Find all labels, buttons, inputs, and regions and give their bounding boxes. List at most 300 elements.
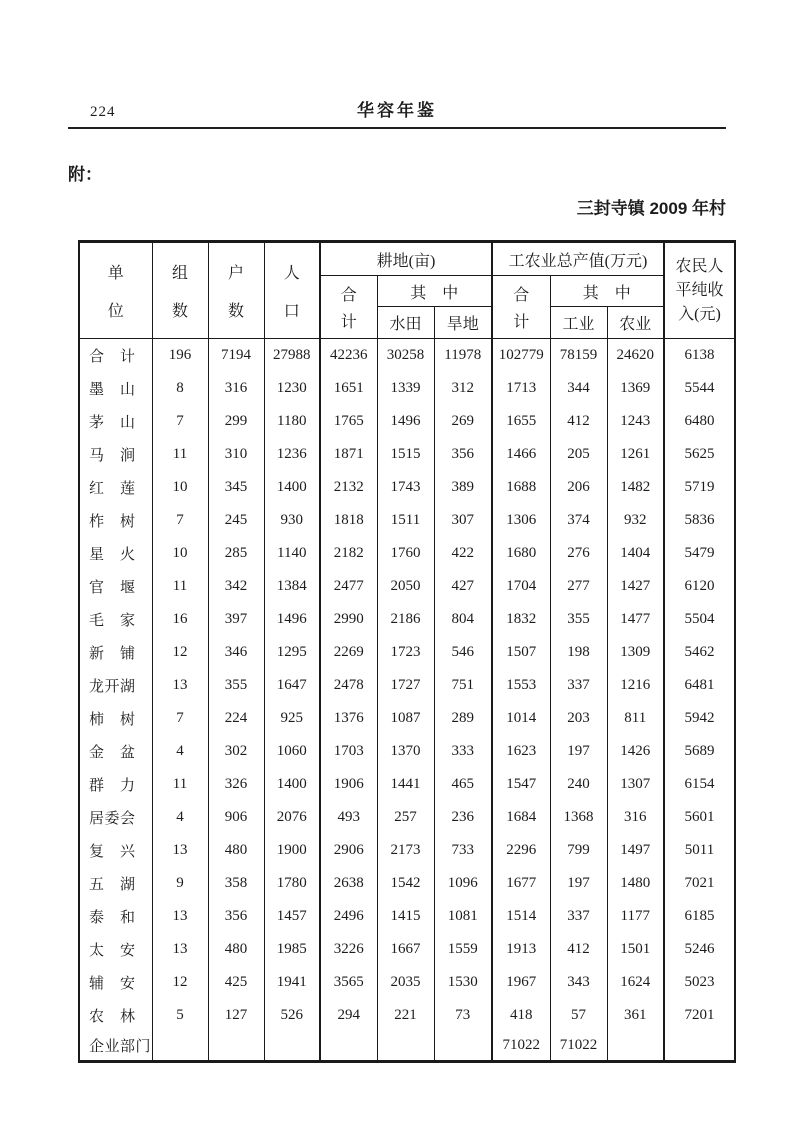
data-cell: 344 [550,372,607,405]
data-cell: 1501 [607,933,664,966]
table-row [79,834,735,867]
data-cell: 2132 [320,471,377,504]
data-cell: 358 [208,867,264,900]
table-row [79,603,735,636]
data-cell: 127 [208,999,264,1032]
data-cell: 205 [550,438,607,471]
data-cell: 1180 [264,405,320,438]
data-cell: 1780 [264,867,320,900]
data-cell: 4 [152,801,208,834]
data-cell: 30258 [377,339,434,372]
data-cell: 4 [152,735,208,768]
data-cell: 307 [434,504,492,537]
data-cell: 5011 [664,834,735,867]
data-cell: 5504 [664,603,735,636]
row-name-cell: 柿 树 [79,702,152,735]
book-title: 华容年鉴 [357,101,437,120]
data-cell [664,1032,735,1062]
data-cell: 1496 [377,405,434,438]
data-cell: 5836 [664,504,735,537]
data-cell: 277 [550,570,607,603]
col-header-households-line: 数 [227,302,244,320]
data-cell: 1765 [320,405,377,438]
data-cell: 7194 [208,339,264,372]
data-cell: 1497 [607,834,664,867]
data-cell: 1941 [264,966,320,999]
data-cell [377,1032,434,1062]
data-cell: 811 [607,702,664,735]
data-cell: 1514 [492,900,550,933]
col-header-farmland-among: 其 中 [377,276,492,307]
data-cell: 1480 [607,867,664,900]
data-cell: 1415 [377,900,434,933]
col-header-households-line: 户 [227,265,244,283]
row-name-cell: 星 火 [79,537,152,570]
data-cell: 5479 [664,537,735,570]
data-cell: 1306 [492,504,550,537]
data-cell [434,1032,492,1062]
col-header-households [208,242,264,339]
data-cell: 343 [550,966,607,999]
table-row [79,768,735,801]
data-cell: 299 [208,405,264,438]
data-cell: 302 [208,735,264,768]
data-cell: 1818 [320,504,377,537]
table-row [79,900,735,933]
col-header-farmland-total-line: 合 [340,287,357,304]
col-header-agriculture: 农业 [607,307,664,339]
data-cell: 2638 [320,867,377,900]
data-cell: 257 [377,801,434,834]
data-cell: 425 [208,966,264,999]
data-cell: 1515 [377,438,434,471]
table-row [79,339,735,372]
col-header-income [664,242,735,339]
data-cell: 337 [550,669,607,702]
table-row [79,966,735,999]
data-cell: 1677 [492,867,550,900]
data-cell: 5625 [664,438,735,471]
data-cell: 2477 [320,570,377,603]
row-name-cell: 马 涧 [79,438,152,471]
row-name-cell: 官 堰 [79,570,152,603]
data-cell: 2173 [377,834,434,867]
data-cell: 374 [550,504,607,537]
data-cell: 2906 [320,834,377,867]
data-cell: 2050 [377,570,434,603]
table-row [79,1032,735,1062]
data-cell: 196 [152,339,208,372]
data-cell: 5 [152,999,208,1032]
row-name-cell: 龙开湖 [79,669,152,702]
table-row [79,933,735,966]
data-cell: 1832 [492,603,550,636]
data-cell: 312 [434,372,492,405]
data-cell: 1466 [492,438,550,471]
data-cell [152,1032,208,1062]
data-cell: 526 [264,999,320,1032]
data-cell: 203 [550,702,607,735]
data-cell: 13 [152,834,208,867]
data-cell: 1530 [434,966,492,999]
data-cell: 906 [208,801,264,834]
data-cell: 1295 [264,636,320,669]
col-header-paddy: 水田 [377,307,434,339]
data-cell: 8 [152,372,208,405]
table-row [79,372,735,405]
header-row-1 [79,242,735,276]
data-cell: 1081 [434,900,492,933]
table-row [79,669,735,702]
row-name-cell: 居委会 [79,801,152,834]
table-row [79,537,735,570]
running-head [68,96,726,129]
data-cell: 5462 [664,636,735,669]
table-row [79,504,735,537]
data-cell: 1727 [377,669,434,702]
data-cell: 2076 [264,801,320,834]
data-cell: 1369 [607,372,664,405]
table-row [79,999,735,1032]
data-cell: 5689 [664,735,735,768]
data-cell: 102779 [492,339,550,372]
data-cell [208,1032,264,1062]
data-cell: 6481 [664,669,735,702]
data-cell: 9 [152,867,208,900]
row-name-cell: 农 林 [79,999,152,1032]
data-cell: 1553 [492,669,550,702]
data-cell: 1243 [607,405,664,438]
data-cell: 412 [550,933,607,966]
data-cell: 1507 [492,636,550,669]
data-cell: 11978 [434,339,492,372]
data-cell: 5719 [664,471,735,504]
data-cell: 57 [550,999,607,1032]
row-name-cell: 辅 安 [79,966,152,999]
data-cell: 346 [208,636,264,669]
data-cell: 1482 [607,471,664,504]
row-name-cell: 复 兴 [79,834,152,867]
data-cell: 13 [152,900,208,933]
data-cell: 333 [434,735,492,768]
data-cell: 3226 [320,933,377,966]
table-caption: 三封寺镇 2009 年村 [576,199,726,218]
data-cell: 206 [550,471,607,504]
data-cell: 78159 [550,339,607,372]
table-row [79,636,735,669]
data-cell: 2035 [377,966,434,999]
col-header-unit-line: 单 [107,265,124,283]
data-cell: 925 [264,702,320,735]
data-cell: 1400 [264,471,320,504]
data-cell: 1760 [377,537,434,570]
data-cell: 356 [208,900,264,933]
data-cell: 289 [434,702,492,735]
data-cell: 5601 [664,801,735,834]
data-cell: 422 [434,537,492,570]
data-cell: 245 [208,504,264,537]
data-cell: 1651 [320,372,377,405]
data-cell: 2182 [320,537,377,570]
data-cell: 1913 [492,933,550,966]
col-header-farmland-total [320,276,377,339]
data-cell: 13 [152,669,208,702]
data-cell: 224 [208,702,264,735]
data-cell: 1680 [492,537,550,570]
data-cell: 285 [208,537,264,570]
col-header-industry: 工业 [550,307,607,339]
data-cell: 2296 [492,834,550,867]
data-cell: 269 [434,405,492,438]
data-cell [320,1032,377,1062]
col-header-farmland-group: 耕地(亩) [320,242,492,276]
data-cell: 1140 [264,537,320,570]
data-cell: 427 [434,570,492,603]
row-name-cell: 企业部门 [79,1032,152,1062]
row-name-cell: 五 湖 [79,867,152,900]
data-cell: 2269 [320,636,377,669]
table-row [79,570,735,603]
data-cell: 1871 [320,438,377,471]
data-cell: 493 [320,801,377,834]
data-cell: 11 [152,768,208,801]
data-cell: 1014 [492,702,550,735]
data-cell: 932 [607,504,664,537]
data-cell: 12 [152,636,208,669]
table-row [79,867,735,900]
data-cell: 1496 [264,603,320,636]
data-cell: 345 [208,471,264,504]
data-cell: 6154 [664,768,735,801]
data-cell: 5023 [664,966,735,999]
data-cell: 355 [208,669,264,702]
data-cell: 7021 [664,867,735,900]
col-header-population-line: 人 [283,265,300,283]
data-cell: 1177 [607,900,664,933]
col-header-income-line: 农民人 [675,257,724,275]
data-cell: 1236 [264,438,320,471]
data-cell: 16 [152,603,208,636]
data-cell: 1307 [607,768,664,801]
data-cell: 71022 [550,1032,607,1062]
data-cell: 6120 [664,570,735,603]
data-cell: 198 [550,636,607,669]
data-cell: 7 [152,405,208,438]
row-name-cell: 合 计 [79,339,152,372]
data-cell: 1667 [377,933,434,966]
data-cell: 2186 [377,603,434,636]
data-cell: 1547 [492,768,550,801]
col-header-output-total [492,276,550,339]
row-name-cell: 墨 山 [79,372,152,405]
data-cell: 1368 [550,801,607,834]
data-cell: 6185 [664,900,735,933]
data-cell: 1427 [607,570,664,603]
data-cell: 1559 [434,933,492,966]
data-cell: 804 [434,603,492,636]
data-cell: 1426 [607,735,664,768]
data-cell: 7 [152,504,208,537]
data-cell: 1230 [264,372,320,405]
data-cell: 11 [152,438,208,471]
col-header-farmland-total-line: 计 [340,314,357,331]
data-cell: 397 [208,603,264,636]
data-cell: 751 [434,669,492,702]
data-cell: 2496 [320,900,377,933]
data-cell: 1339 [377,372,434,405]
data-cell: 236 [434,801,492,834]
data-cell: 1087 [377,702,434,735]
row-name-cell: 红 莲 [79,471,152,504]
row-name-cell: 太 安 [79,933,152,966]
data-cell: 356 [434,438,492,471]
data-cell: 10 [152,471,208,504]
col-header-groups-line: 组 [171,265,188,283]
data-cell: 6480 [664,405,735,438]
data-cell: 326 [208,768,264,801]
data-cell: 1623 [492,735,550,768]
table-header [79,242,735,339]
col-header-income-line: 入(元) [678,305,721,323]
col-header-output-total-line: 计 [513,314,530,331]
data-cell: 1713 [492,372,550,405]
data-cell: 1309 [607,636,664,669]
data-cell: 240 [550,768,607,801]
data-cell: 361 [607,999,664,1032]
col-header-income-line: 平纯收 [675,281,724,299]
data-cell: 418 [492,999,550,1032]
data-cell: 10 [152,537,208,570]
table-body [79,339,735,1062]
table-row [79,702,735,735]
data-cell: 480 [208,834,264,867]
data-cell: 316 [208,372,264,405]
data-cell: 389 [434,471,492,504]
col-header-output-among: 其 中 [550,276,664,307]
col-header-groups [152,242,208,339]
data-cell: 337 [550,900,607,933]
data-cell: 2478 [320,669,377,702]
village-statistics-table [78,240,736,1063]
data-cell: 1655 [492,405,550,438]
data-cell: 1511 [377,504,434,537]
data-cell: 310 [208,438,264,471]
data-cell: 799 [550,834,607,867]
data-cell [607,1032,664,1062]
appendix-label: 附： [68,165,102,184]
data-cell: 27988 [264,339,320,372]
data-cell: 12 [152,966,208,999]
data-cell: 1703 [320,735,377,768]
data-cell: 13 [152,933,208,966]
row-name-cell: 群 力 [79,768,152,801]
data-cell: 1647 [264,669,320,702]
data-cell: 465 [434,768,492,801]
data-cell: 1261 [607,438,664,471]
data-cell: 6138 [664,339,735,372]
data-cell: 24620 [607,339,664,372]
data-cell: 1624 [607,966,664,999]
data-cell: 1967 [492,966,550,999]
table-row [79,438,735,471]
row-name-cell: 金 盆 [79,735,152,768]
data-cell: 5544 [664,372,735,405]
data-cell: 2990 [320,603,377,636]
data-cell: 73 [434,999,492,1032]
data-cell: 342 [208,570,264,603]
table-row [79,471,735,504]
col-header-unit-line: 位 [107,302,124,320]
data-cell: 1404 [607,537,664,570]
data-cell: 316 [607,801,664,834]
data-cell: 276 [550,537,607,570]
data-cell: 1542 [377,867,434,900]
table-row [79,405,735,438]
data-cell: 3565 [320,966,377,999]
col-header-population-line: 口 [283,302,300,320]
row-name-cell: 新 铺 [79,636,152,669]
data-cell: 1743 [377,471,434,504]
data-cell: 1441 [377,768,434,801]
data-cell: 1457 [264,900,320,933]
data-cell: 1216 [607,669,664,702]
data-cell: 5942 [664,702,735,735]
data-cell: 1096 [434,867,492,900]
row-name-cell: 茅 山 [79,405,152,438]
row-name-cell: 毛 家 [79,603,152,636]
col-header-population [264,242,320,339]
col-header-output-total-line: 合 [513,287,530,304]
data-cell [264,1032,320,1062]
col-header-groups-line: 数 [171,302,188,320]
data-cell: 5246 [664,933,735,966]
row-name-cell: 泰 和 [79,900,152,933]
data-cell: 1688 [492,471,550,504]
data-cell: 42236 [320,339,377,372]
data-cell: 1906 [320,768,377,801]
data-cell: 1376 [320,702,377,735]
data-cell: 1400 [264,768,320,801]
data-cell: 294 [320,999,377,1032]
data-cell: 197 [550,867,607,900]
data-cell: 221 [377,999,434,1032]
data-cell: 1723 [377,636,434,669]
data-cell: 1985 [264,933,320,966]
data-cell: 355 [550,603,607,636]
col-header-unit [79,242,152,339]
data-cell: 930 [264,504,320,537]
data-cell: 1704 [492,570,550,603]
data-cell: 1900 [264,834,320,867]
col-header-dryland: 旱地 [434,307,492,339]
data-cell: 71022 [492,1032,550,1062]
data-cell: 1684 [492,801,550,834]
data-cell: 11 [152,570,208,603]
data-cell: 1060 [264,735,320,768]
data-cell: 7 [152,702,208,735]
table-row [79,735,735,768]
data-cell: 412 [550,405,607,438]
table-row [79,801,735,834]
data-cell: 733 [434,834,492,867]
data-cell: 1477 [607,603,664,636]
col-header-output-group: 工农业总产值(万元) [492,242,664,276]
data-cell: 546 [434,636,492,669]
data-cell: 1370 [377,735,434,768]
data-cell: 480 [208,933,264,966]
row-name-cell: 柞 树 [79,504,152,537]
data-cell: 7201 [664,999,735,1032]
